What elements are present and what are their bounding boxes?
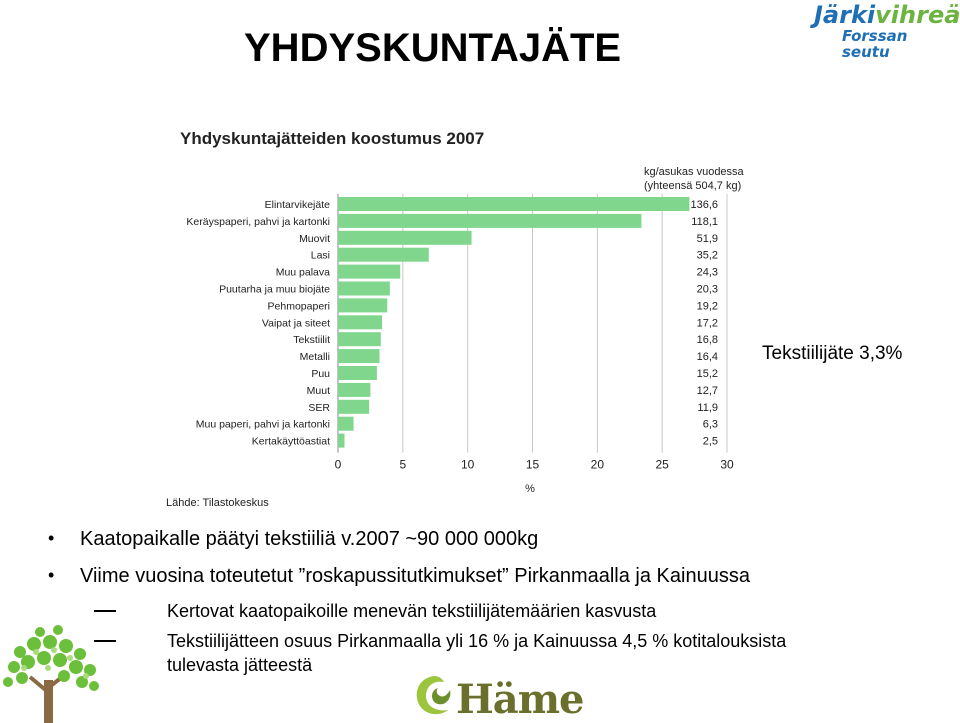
hame-swirl-icon bbox=[412, 672, 456, 720]
value-header-line1: kg/asukas vuodessa bbox=[644, 166, 744, 178]
bar bbox=[338, 282, 390, 296]
tree-illustration bbox=[0, 622, 110, 723]
bar bbox=[338, 315, 382, 329]
value-label: 24,3 bbox=[696, 266, 718, 279]
category-label: Muut bbox=[306, 384, 330, 397]
value-header-line2: (yhteensä 504,7 kg) bbox=[644, 180, 742, 192]
bar bbox=[338, 332, 381, 346]
value-label: 6,3 bbox=[702, 418, 718, 431]
category-label: Muu palava bbox=[275, 266, 330, 279]
category-label: Metalli bbox=[299, 351, 330, 364]
bullet-text: Kaatopaikalle päätyi tekstiiliä v.2007 ~90 000 000kg bbox=[80, 528, 539, 550]
x-tick-label: 10 bbox=[460, 457, 475, 472]
bar bbox=[338, 197, 689, 211]
category-label: Muu paperi, pahvi ja kartonki bbox=[195, 418, 330, 431]
x-axis-label: % bbox=[525, 483, 535, 495]
bullet-dot: • bbox=[48, 565, 55, 585]
value-label: 16,8 bbox=[696, 334, 718, 347]
value-label: 35,2 bbox=[696, 249, 718, 262]
category-label: Tekstiilit bbox=[293, 334, 330, 347]
textile-share-note: Tekstiilijäte 3,3% bbox=[762, 343, 903, 364]
bar bbox=[338, 417, 354, 431]
hame-logo-text: Häme bbox=[456, 676, 584, 723]
sub-bullet-text: Tekstiilijätteen osuus Pirkanmaalla yli 16 % ja Kainuussa 4,5 % kotitalouksista bbox=[167, 631, 787, 651]
bullet-text: Viime vuosina toteutetut ”roskapussitutkimukset” Pirkanmaalla ja Kainuussa bbox=[80, 565, 750, 587]
bar bbox=[338, 265, 400, 279]
bar bbox=[338, 349, 379, 363]
bar bbox=[338, 248, 429, 262]
x-tick-label: 5 bbox=[399, 457, 407, 472]
value-label: 12,7 bbox=[696, 384, 718, 397]
category-label: Pehmopaperi bbox=[267, 300, 330, 313]
bar bbox=[338, 298, 387, 312]
category-label: Kertakäyttöastiat bbox=[251, 435, 330, 448]
sub-bullet-text: tulevasta jätteestä bbox=[167, 655, 313, 675]
value-label: 51,9 bbox=[696, 232, 718, 245]
category-label: Vaipat ja siteet bbox=[261, 317, 330, 330]
category-label: Lasi bbox=[310, 249, 330, 262]
x-ticks bbox=[335, 458, 734, 472]
value-labels bbox=[690, 199, 718, 448]
x-tick-label: 30 bbox=[720, 457, 734, 472]
category-label: SER bbox=[308, 401, 330, 414]
value-label: 136,6 bbox=[690, 199, 718, 211]
bar bbox=[338, 434, 344, 448]
value-label: 2,5 bbox=[702, 435, 718, 448]
bar bbox=[338, 383, 370, 397]
value-label: 19,2 bbox=[696, 300, 718, 313]
value-label: 11,9 bbox=[697, 401, 718, 414]
bar bbox=[338, 214, 641, 228]
value-label: 17,2 bbox=[696, 317, 718, 330]
x-tick-label: 0 bbox=[334, 457, 342, 472]
chart-title: Yhdyskuntajätteiden koostumus 2007 bbox=[180, 129, 485, 148]
slide-title: YHDYSKUNTAJÄTE bbox=[244, 26, 622, 70]
bullet-dot: • bbox=[48, 528, 55, 548]
bar bbox=[338, 400, 369, 414]
logo-part1: Järki bbox=[814, 1, 876, 29]
category-label: Puu bbox=[311, 368, 330, 380]
waste-composition-chart bbox=[160, 118, 760, 513]
x-tick-label: 20 bbox=[590, 457, 605, 472]
jarkivihrea-logo bbox=[814, 1, 960, 61]
category-labels bbox=[186, 199, 330, 448]
x-tick-label: 15 bbox=[525, 457, 540, 472]
category-label: Muovit bbox=[299, 232, 330, 245]
sub-bullet-dash bbox=[94, 610, 116, 612]
category-label: Puutarha ja muu biojäte bbox=[219, 283, 330, 296]
bar bbox=[338, 231, 472, 245]
chart-source: Lähde: Tilastokeskus bbox=[166, 497, 269, 509]
value-label: 20,3 bbox=[696, 283, 718, 296]
bars bbox=[338, 197, 689, 448]
logo-subtitle: Forssan seutu bbox=[842, 27, 908, 61]
value-label: 118,1 bbox=[691, 215, 718, 228]
category-label: Elintarvikejäte bbox=[264, 199, 330, 211]
sub-bullet-text: Kertovat kaatopaikoille menevän tekstiilijätemäärien kasvusta bbox=[167, 601, 657, 621]
value-label: 15,2 bbox=[696, 368, 718, 380]
bar bbox=[338, 366, 377, 380]
value-label: 16,4 bbox=[696, 351, 718, 364]
logo-part2: vihreä bbox=[875, 1, 960, 29]
category-label: Keräyspaperi, pahvi ja kartonki bbox=[186, 215, 330, 228]
x-tick-label: 25 bbox=[655, 457, 669, 472]
